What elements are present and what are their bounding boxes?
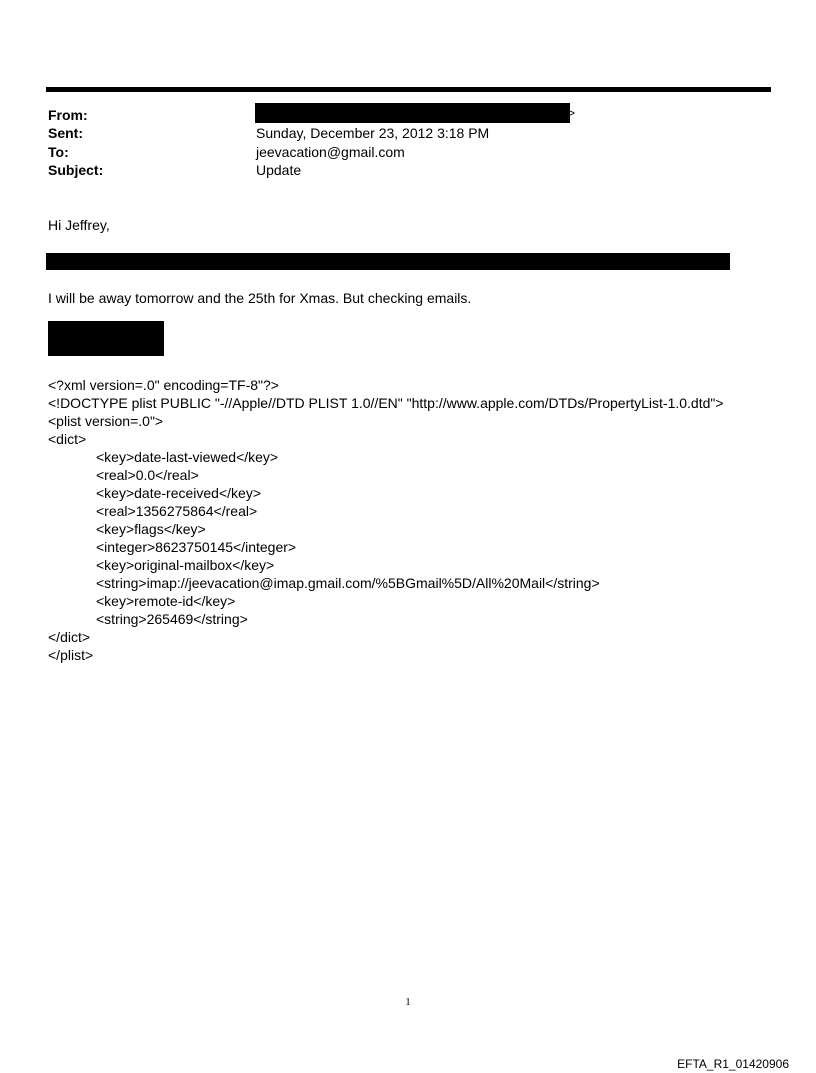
plist-line: <!DOCTYPE plist PUBLIC "-//Apple//DTD PLIST 1.0//EN" "http://www.apple.com/DTDs/PropertyList-1.0.dtd"> [48, 395, 724, 411]
plist-line: <key>original-mailbox</key> [96, 557, 275, 573]
plist-line: <string>imap://jeevacation@imap.gmail.com/%5BGmail%5D/All%20Mail</string> [96, 575, 600, 591]
sent-row [48, 124, 489, 142]
plist-block [48, 376, 724, 664]
subject-row [48, 161, 489, 179]
plist-line: <key>remote-id</key> [96, 593, 236, 609]
plist-line: <real>1356275864</real> [96, 503, 258, 519]
away-message: I will be away tomorrow and the 25th for Xmas. But checking emails. [48, 290, 472, 306]
from-label: From: [48, 107, 88, 123]
plist-line: <string>265469</string> [96, 611, 248, 627]
plist-line: <key>date-received</key> [96, 485, 261, 501]
plist-line: <key>flags</key> [96, 521, 206, 537]
plist-line: <integer>8623750145</integer> [96, 539, 297, 555]
subject-label: Subject: [48, 161, 104, 178]
to-value: jeevacation@gmail.com [256, 143, 405, 160]
document-id: EFTA_R1_01420906 [677, 1057, 789, 1071]
plist-line: <?xml version=.0" encoding=TF-8"?> [48, 377, 279, 393]
to-row [48, 143, 489, 161]
header-rule [46, 87, 771, 92]
from-redaction [255, 103, 570, 123]
subject-value: Update [256, 161, 302, 178]
page-number: 1 [405, 996, 411, 1008]
sent-label: Sent: [48, 125, 83, 142]
body-redaction [46, 253, 730, 270]
plist-line: </dict> [48, 629, 91, 645]
plist-line: <real>0.0</real> [96, 467, 199, 483]
signature-redaction [48, 321, 164, 356]
sent-value: Sunday, December 23, 2012 3:18 PM [256, 125, 490, 142]
plist-line: </plist> [48, 647, 94, 663]
greeting: Hi Jeffrey, [48, 217, 110, 233]
plist-line: <key>date-last-viewed</key> [96, 449, 279, 465]
plist-line: <dict> [48, 431, 87, 447]
to-label: To: [48, 143, 69, 160]
from-value-tail: > [568, 106, 576, 120]
plist-line: <plist version=.0"> [48, 413, 164, 429]
